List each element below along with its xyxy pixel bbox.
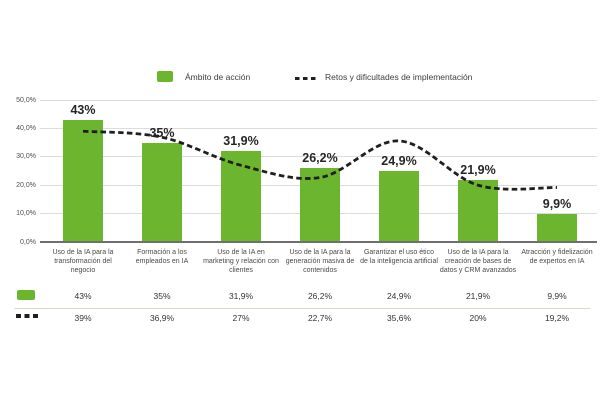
- table-line-value-cell: 39%: [74, 313, 92, 323]
- bar-value-label: 24,9%: [381, 154, 417, 169]
- y-axis-tick-label: 30,0%: [16, 153, 36, 161]
- legend-line-label: Retos y dificultades de implementación: [325, 72, 473, 82]
- table-bar-value-cell: 21,9%: [465, 291, 491, 301]
- x-axis-category-label: Uso de la IA para la generación masiva de contenidos: [285, 249, 355, 274]
- bar-value-label: 31,9%: [223, 134, 259, 149]
- x-axis-category-label: Atracción y fidelización de expertos en IA: [521, 249, 593, 265]
- trend-line: [83, 131, 557, 189]
- table-separator: [14, 308, 590, 309]
- y-axis-tick-label: 40,0%: [16, 124, 36, 132]
- y-axis-tick-label: 50,0%: [16, 96, 36, 104]
- y-axis-tick-label: 0,0%: [20, 238, 36, 246]
- x-axis-category-label: Uso de la IA en marketing y relación con clientes: [203, 249, 279, 274]
- legend-bar-label: Ámbito de acción: [185, 72, 251, 82]
- table-bar-value-cell: 31,9%: [228, 291, 254, 301]
- table-line-value-cell: 35,6%: [386, 313, 412, 323]
- table-bar-value-cell: 26,2%: [307, 291, 333, 301]
- bar-value-label: 21,9%: [460, 162, 496, 177]
- table-bar-series-swatch-icon: [17, 290, 35, 300]
- x-axis-category-label: Uso de la IA para la creación de bases de datos y CRM avanzados: [439, 249, 517, 274]
- table-bar-value-cell: 24,9%: [386, 291, 412, 301]
- table-line-value-cell: 19,2%: [544, 313, 570, 323]
- bar-value-label: 26,2%: [302, 150, 338, 165]
- y-axis-tick-label: 20,0%: [16, 181, 36, 189]
- table-line-value-cell: 22,7%: [307, 313, 333, 323]
- table-line-value-cell: 20%: [469, 313, 487, 323]
- table-line-value-cell: 27%: [232, 313, 250, 323]
- x-axis-category-label: Formación a los empleados en IA: [135, 249, 189, 265]
- table-bar-value-cell: 9,9%: [547, 291, 567, 301]
- bar-value-label: 43%: [70, 102, 96, 117]
- bar-value-label: 9,9%: [542, 196, 572, 211]
- table-bar-value-cell: 35%: [153, 291, 171, 301]
- y-axis-tick-label: 10,0%: [16, 210, 36, 218]
- table-line-value-cell: 36,9%: [149, 313, 175, 323]
- bar-value-label: 35%: [149, 125, 175, 140]
- table-line-series-swatch-icon: [16, 314, 39, 318]
- x-axis-category-label: Garantizar el uso ético de la inteligencia artificial: [360, 249, 438, 265]
- table-bar-value-cell: 43%: [74, 291, 92, 301]
- x-axis-category-label: Uso de la IA para la transformación del negocio: [52, 249, 114, 274]
